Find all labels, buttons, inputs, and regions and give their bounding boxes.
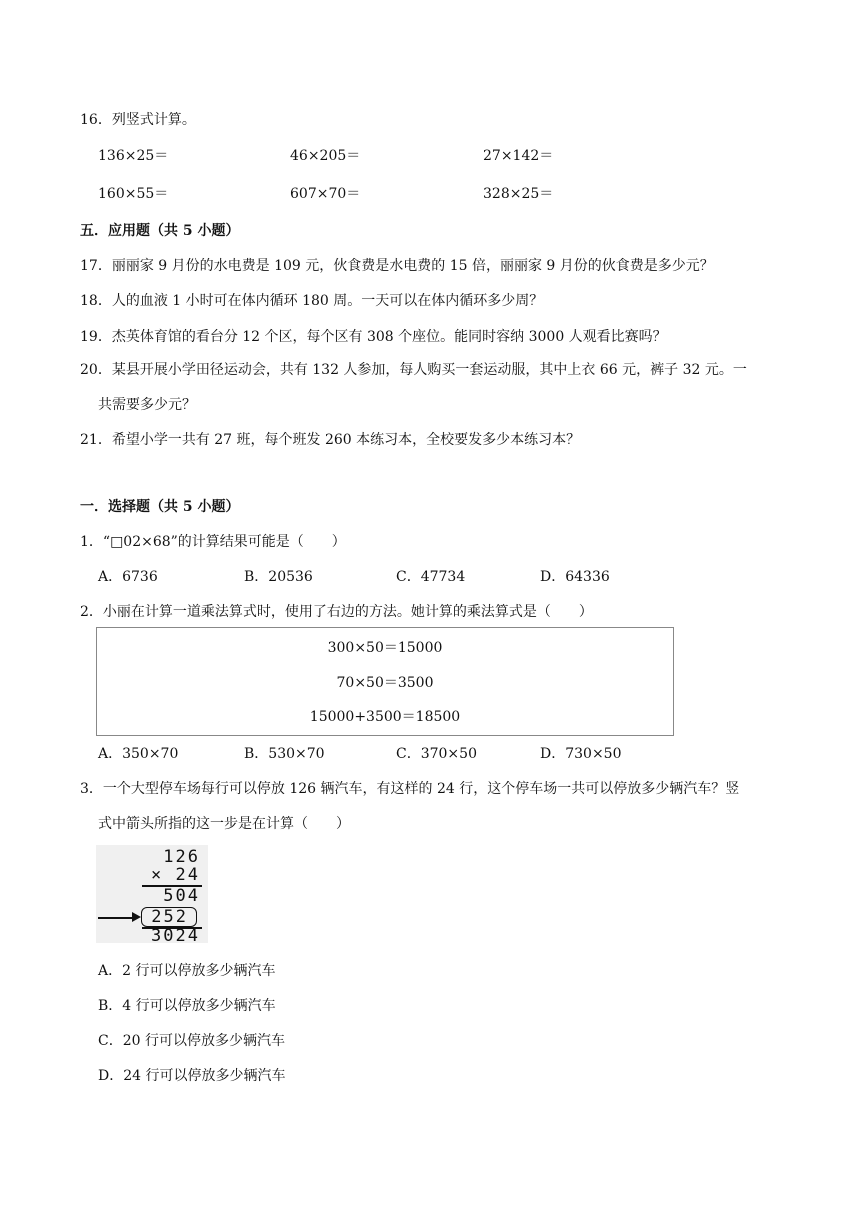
- q16-expr: 136×25＝: [98, 148, 169, 164]
- section-heading: 五．应用题（共 5 小题）: [80, 223, 240, 239]
- question-20: 20．某县开展小学田径运动会，共有 132 人参加，每人购买一套运动服，其中上衣 66 元，裤子 32 元。一: [80, 362, 747, 378]
- option-d: D．24 行可以停放多少辆汽车: [98, 1068, 286, 1084]
- option-b: B．4 行可以停放多少辆汽车: [98, 998, 276, 1014]
- arrow-head-icon: [132, 912, 141, 922]
- vertical-multiplication-figure: [96, 845, 208, 946]
- q16-expr: 160×55＝: [98, 186, 169, 202]
- option-b: B．530×70: [244, 746, 325, 762]
- method-step: 15000+3500＝18500: [309, 709, 461, 725]
- q16-expr: 607×70＝: [290, 186, 361, 202]
- method-box: [96, 627, 674, 736]
- question-20-cont: 共需要多少元？: [98, 397, 196, 413]
- partial-product: 504: [163, 886, 200, 906]
- option-c: C．47734: [396, 569, 466, 585]
- method-step: 70×50＝3500: [336, 675, 434, 691]
- product: 3024: [151, 926, 200, 946]
- option-a: A．350×70: [98, 746, 179, 762]
- q16-expr: 46×205＝: [290, 148, 361, 164]
- question-18: 18．人的血液 1 小时可在体内循环 180 周。一天可以在体内循环多少周？: [80, 293, 544, 309]
- question-3-cont: 式中箭头所指的这一步是在计算（ ）: [98, 816, 350, 832]
- question-19: 19．杰英体育馆的看台分 12 个区，每个区有 308 个座位。能同时容纳 3000 人观看比赛吗？: [80, 329, 667, 345]
- question-2: 2．小丽在计算一道乘法算式时，使用了右边的方法。她计算的乘法算式是（ ）: [80, 604, 593, 620]
- option-d: D．64336: [540, 569, 610, 585]
- question-21: 21．希望小学一共有 27 班，每个班发 260 本练习本，全校要发多少本练习本？: [80, 432, 581, 448]
- partial-product-circled: 252: [151, 907, 188, 927]
- option-b: B．20536: [244, 569, 313, 585]
- q16-title: 16．列竖式计算。: [80, 112, 196, 128]
- arrow-icon: [98, 917, 134, 919]
- question-17: 17．丽丽家 9 月份的水电费是 109 元，伙食费是水电费的 15 倍，丽丽家 9 月份的伙食费是多少元？: [80, 258, 714, 274]
- question-1: 1．“□02×68”的计算结果可能是（ ）: [80, 534, 346, 550]
- option-d: D．730×50: [540, 746, 622, 762]
- section-heading: 一．选择题（共 5 小题）: [80, 499, 240, 515]
- question-3: 3．一个大型停车场每行可以停放 126 辆汽车，有这样的 24 行，这个停车场一共可以停放多少辆汽车？竖: [80, 781, 740, 797]
- method-step: 300×50＝15000: [327, 640, 443, 656]
- option-a: A．2 行可以停放多少辆汽车: [98, 963, 276, 979]
- q16-expr: 328×25＝: [483, 186, 554, 202]
- option-c: C．20 行可以停放多少辆汽车: [98, 1033, 285, 1049]
- option-c: C．370×50: [396, 746, 477, 762]
- q16-expr: 27×142＝: [483, 148, 554, 164]
- highlight-circle: [141, 907, 197, 927]
- option-a: A．6736: [98, 569, 158, 585]
- multiplicand: 126: [163, 847, 200, 867]
- multiplier: × 24: [151, 865, 200, 885]
